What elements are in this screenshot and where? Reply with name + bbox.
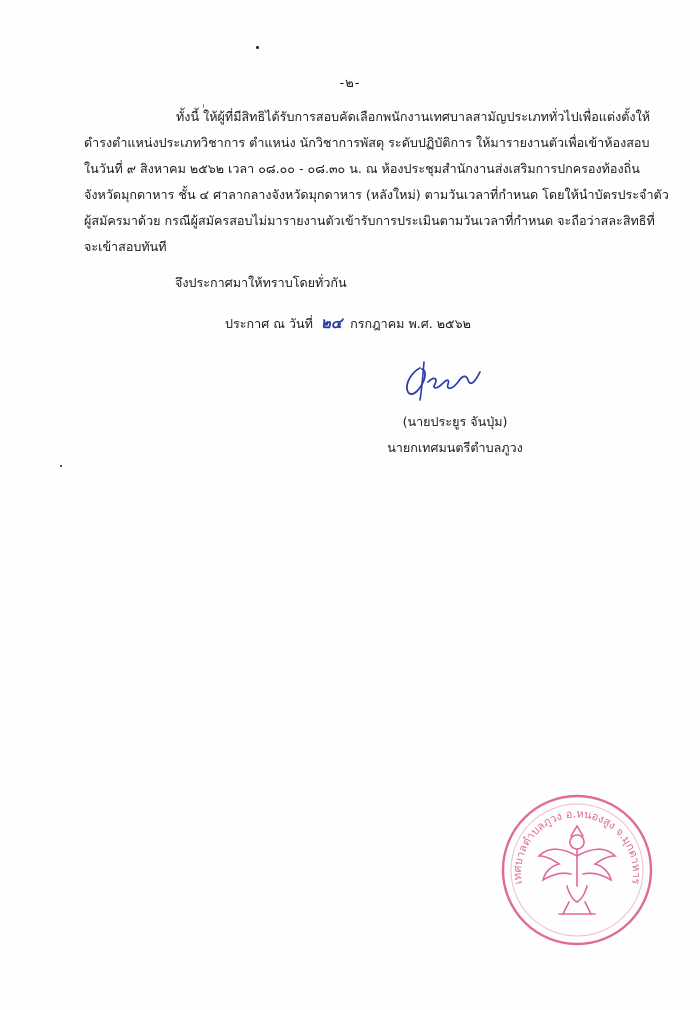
paragraph-line: ในวันที่ ๙ สิงหาคม ๒๕๖๒ เวลา ๐๘.๐๐ - ๐๘.๓๐ น. ณ ห้องประชุมสำนักงานส่งเสริมการปกครองท้องถิ่น [84,161,640,176]
paragraph-line: ผู้สมัครมาด้วย กรณีผู้สมัครสอบไม่มารายงานตัวเข้ารับการประเมินตามวันเวลาที่กำหนด จะถือว่าสละสิทธิที่ [84,213,655,228]
closing-statement: จึงประกาศมาให้ทราบโดยทั่วกัน [175,275,347,290]
handwritten-signature [398,360,490,402]
official-seal-stamp [497,790,657,950]
date-prefix: ประกาศ ณ วันที่ [225,316,313,331]
date-day-handwritten: ๒๔ [320,314,343,332]
paragraph-line: ดำรงตำแหน่งประเภทวิชาการ ตำแหน่ง นักวิชาการพัสดุ ระดับปฏิบัติการ ให้มารายงานตัวเพื่อเข้าห้องสอบ [84,135,650,150]
date-suffix: กรกฎาคม พ.ศ. ๒๕๖๒ [350,316,471,331]
scan-speck [256,46,259,49]
paragraph-line: จะเข้าสอบทันที [84,239,167,254]
page-number: -๒- [339,76,361,91]
paragraph-line: จังหวัดมุกดาหาร ชั้น ๔ ศาลากลางจังหวัดมุกดาหาร (หลังใหม่) ตามวันเวลาที่กำหนด โดยให้นำบัตรประจำตัว [84,187,669,202]
announcement-paragraph [84,104,669,260]
scan-speck [60,465,62,467]
paragraph-line: ทั้งนี้ ให้ผู้ที่มีสิทธิได้รับการสอบคัดเลือกพนักงานเทศบาลสามัญประเภททั่วไปเพื่อแต่งตั้งให้ [176,109,651,124]
seal-lettering: เทศบาลตำบลภูวง อ.หนองสูง จ.มุกดาหาร [510,807,644,886]
announcement-date [225,311,471,335]
signatory-position: นายกเทศมนตรีตำบลภูวง [387,440,523,455]
signatory-name: (นายประยูร จันปุ่ม) [402,414,508,429]
